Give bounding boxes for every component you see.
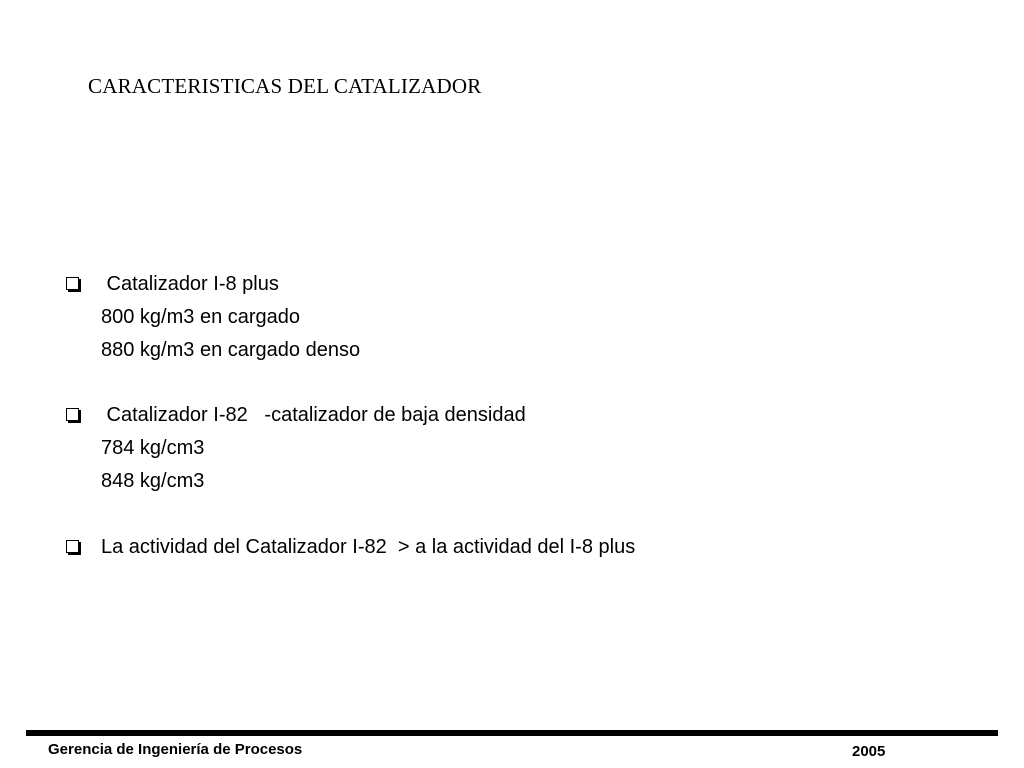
bullet-detail: 800 kg/m3 en cargado xyxy=(101,306,301,328)
footer-year: 2005 xyxy=(852,743,886,760)
bullet-heading: Catalizador I-8 plus xyxy=(101,273,279,295)
bullet-heading: Catalizador I-82 -catalizador de baja densidad xyxy=(101,404,526,426)
footer-divider xyxy=(26,730,998,736)
bullet-heading: La actividad del Catalizador I-82 > a la actividad del I-8 plus xyxy=(101,536,636,558)
bullet-detail: 784 kg/cm3 xyxy=(101,437,205,459)
slide-title: CARACTERISTICAS DEL CATALIZADOR xyxy=(88,74,482,98)
bullet-detail: 880 kg/m3 en cargado denso xyxy=(101,339,361,361)
checkbox-bullet-icon xyxy=(66,408,79,421)
checkbox-bullet-icon xyxy=(66,277,79,290)
bullet-detail: 848 kg/cm3 xyxy=(101,470,205,492)
checkbox-bullet-icon xyxy=(66,540,79,553)
footer-organization: Gerencia de Ingeniería de Procesos xyxy=(48,741,303,758)
